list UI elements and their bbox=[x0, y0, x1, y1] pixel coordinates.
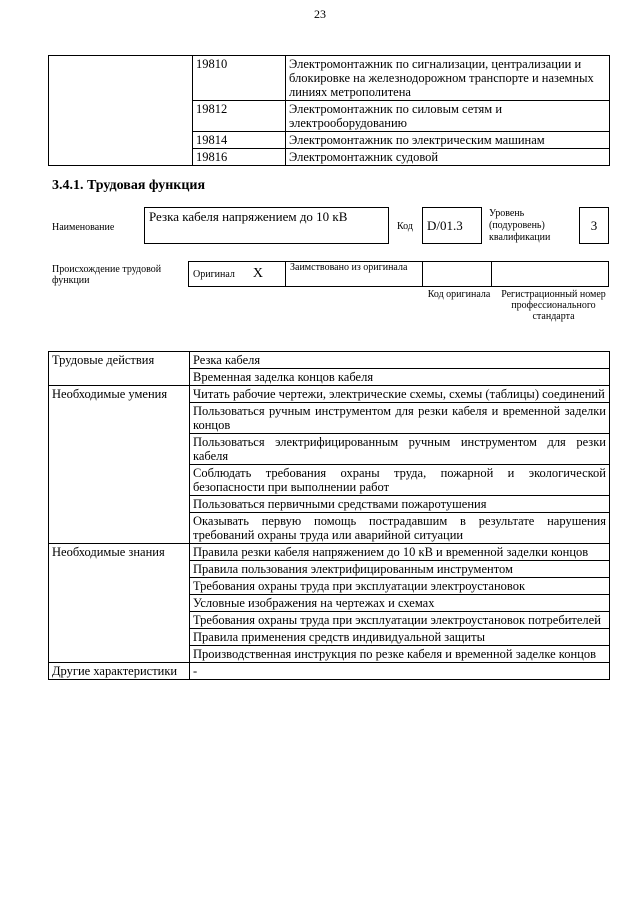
function-code-value: D/01.3 bbox=[427, 218, 463, 233]
detail-item: Правила применения средств индивидуальной защиты bbox=[190, 629, 610, 646]
name-cell: Электромонтажник судовой bbox=[286, 149, 610, 166]
level-box bbox=[579, 207, 609, 244]
detail-item: Временная заделка концов кабеля bbox=[190, 369, 610, 386]
code-caption: Код оригинала bbox=[427, 289, 491, 300]
table-row bbox=[49, 544, 610, 561]
detail-item: Оказывать первую помощь пострадавшим в результате нарушения требований охраны труда или аварийной ситуации bbox=[190, 513, 610, 544]
details-table bbox=[48, 351, 610, 680]
function-code-box bbox=[422, 207, 482, 244]
original-code-cell bbox=[423, 262, 492, 287]
name-cell: Электромонтажник по электрическим машинам bbox=[286, 132, 610, 149]
level-value: 3 bbox=[590, 218, 598, 233]
detail-item: Производственная инструкция по резке кабеля и временной заделке концов bbox=[190, 646, 610, 663]
original-cell bbox=[189, 262, 286, 287]
origin-table bbox=[188, 261, 609, 287]
detail-item: Правила резки кабеля напряжением до 10 кВ и временной заделки концов bbox=[190, 544, 610, 561]
function-name-value: Резка кабеля напряжением до 10 кВ bbox=[149, 209, 348, 224]
original-label: Оригинал bbox=[193, 268, 235, 280]
table-row bbox=[49, 386, 610, 403]
detail-item: Пользоваться электрифицированным ручным инструментом для резки кабеля bbox=[190, 434, 610, 465]
row-label: Трудовые действия bbox=[49, 352, 190, 386]
original-mark: X bbox=[252, 266, 264, 282]
reg-caption: Регистрационный номер профессионального стандарта bbox=[501, 289, 606, 322]
code-cell: 19812 bbox=[193, 101, 286, 132]
borrowed-cell bbox=[286, 262, 423, 287]
code-cell: 19816 bbox=[193, 149, 286, 166]
detail-item: - bbox=[190, 663, 610, 680]
level-label: Уровень (подуровень) квалификации bbox=[489, 208, 551, 243]
row-label: Другие характеристики bbox=[49, 663, 190, 680]
origin-label: Происхождение трудовой функции bbox=[52, 264, 162, 286]
detail-item: Читать рабочие чертежи, электрические схемы, схемы (таблицы) соединений bbox=[190, 386, 610, 403]
detail-item: Пользоваться ручным инструментом для резки кабеля и временной заделки концов bbox=[190, 403, 610, 434]
row-label: Необходимые умения bbox=[49, 386, 190, 544]
empty-cell bbox=[49, 56, 193, 166]
detail-item: Требования охраны труда при эксплуатации электроустановок bbox=[190, 578, 610, 595]
section-title: 3.4.1. Трудовая функция bbox=[52, 178, 206, 193]
page-number: 23 bbox=[314, 7, 326, 21]
reg-number-cell bbox=[492, 262, 609, 287]
function-name-box bbox=[144, 207, 389, 244]
detail-item: Требования охраны труда при эксплуатации электроустановок потребителей bbox=[190, 612, 610, 629]
table-row bbox=[49, 352, 610, 369]
detail-item: Пользоваться первичными средствами пожаротушения bbox=[190, 496, 610, 513]
detail-item: Условные изображения на чертежах и схемах bbox=[190, 595, 610, 612]
codes-table bbox=[48, 55, 610, 166]
code-cell: 19810 bbox=[193, 56, 286, 101]
name-cell: Электромонтажник по сигнализации, централизации и блокировке на железнодорожном транспорте и наземных линиях метрополитена bbox=[286, 56, 610, 101]
code-cell: 19814 bbox=[193, 132, 286, 149]
row-label: Необходимые знания bbox=[49, 544, 190, 663]
table-row bbox=[49, 663, 610, 680]
table-row bbox=[49, 56, 610, 101]
detail-item: Соблюдать требования охраны труда, пожарной и экологической безопасности при выполнении работ bbox=[190, 465, 610, 496]
detail-item: Резка кабеля bbox=[190, 352, 610, 369]
borrowed-label: Заимствовано из оригинала bbox=[290, 262, 408, 273]
code-label: Код bbox=[397, 221, 413, 232]
name-cell: Электромонтажник по силовым сетям и электрооборудованию bbox=[286, 101, 610, 132]
name-label: Наименование bbox=[52, 222, 115, 233]
detail-item: Правила пользования электрифицированным инструментом bbox=[190, 561, 610, 578]
